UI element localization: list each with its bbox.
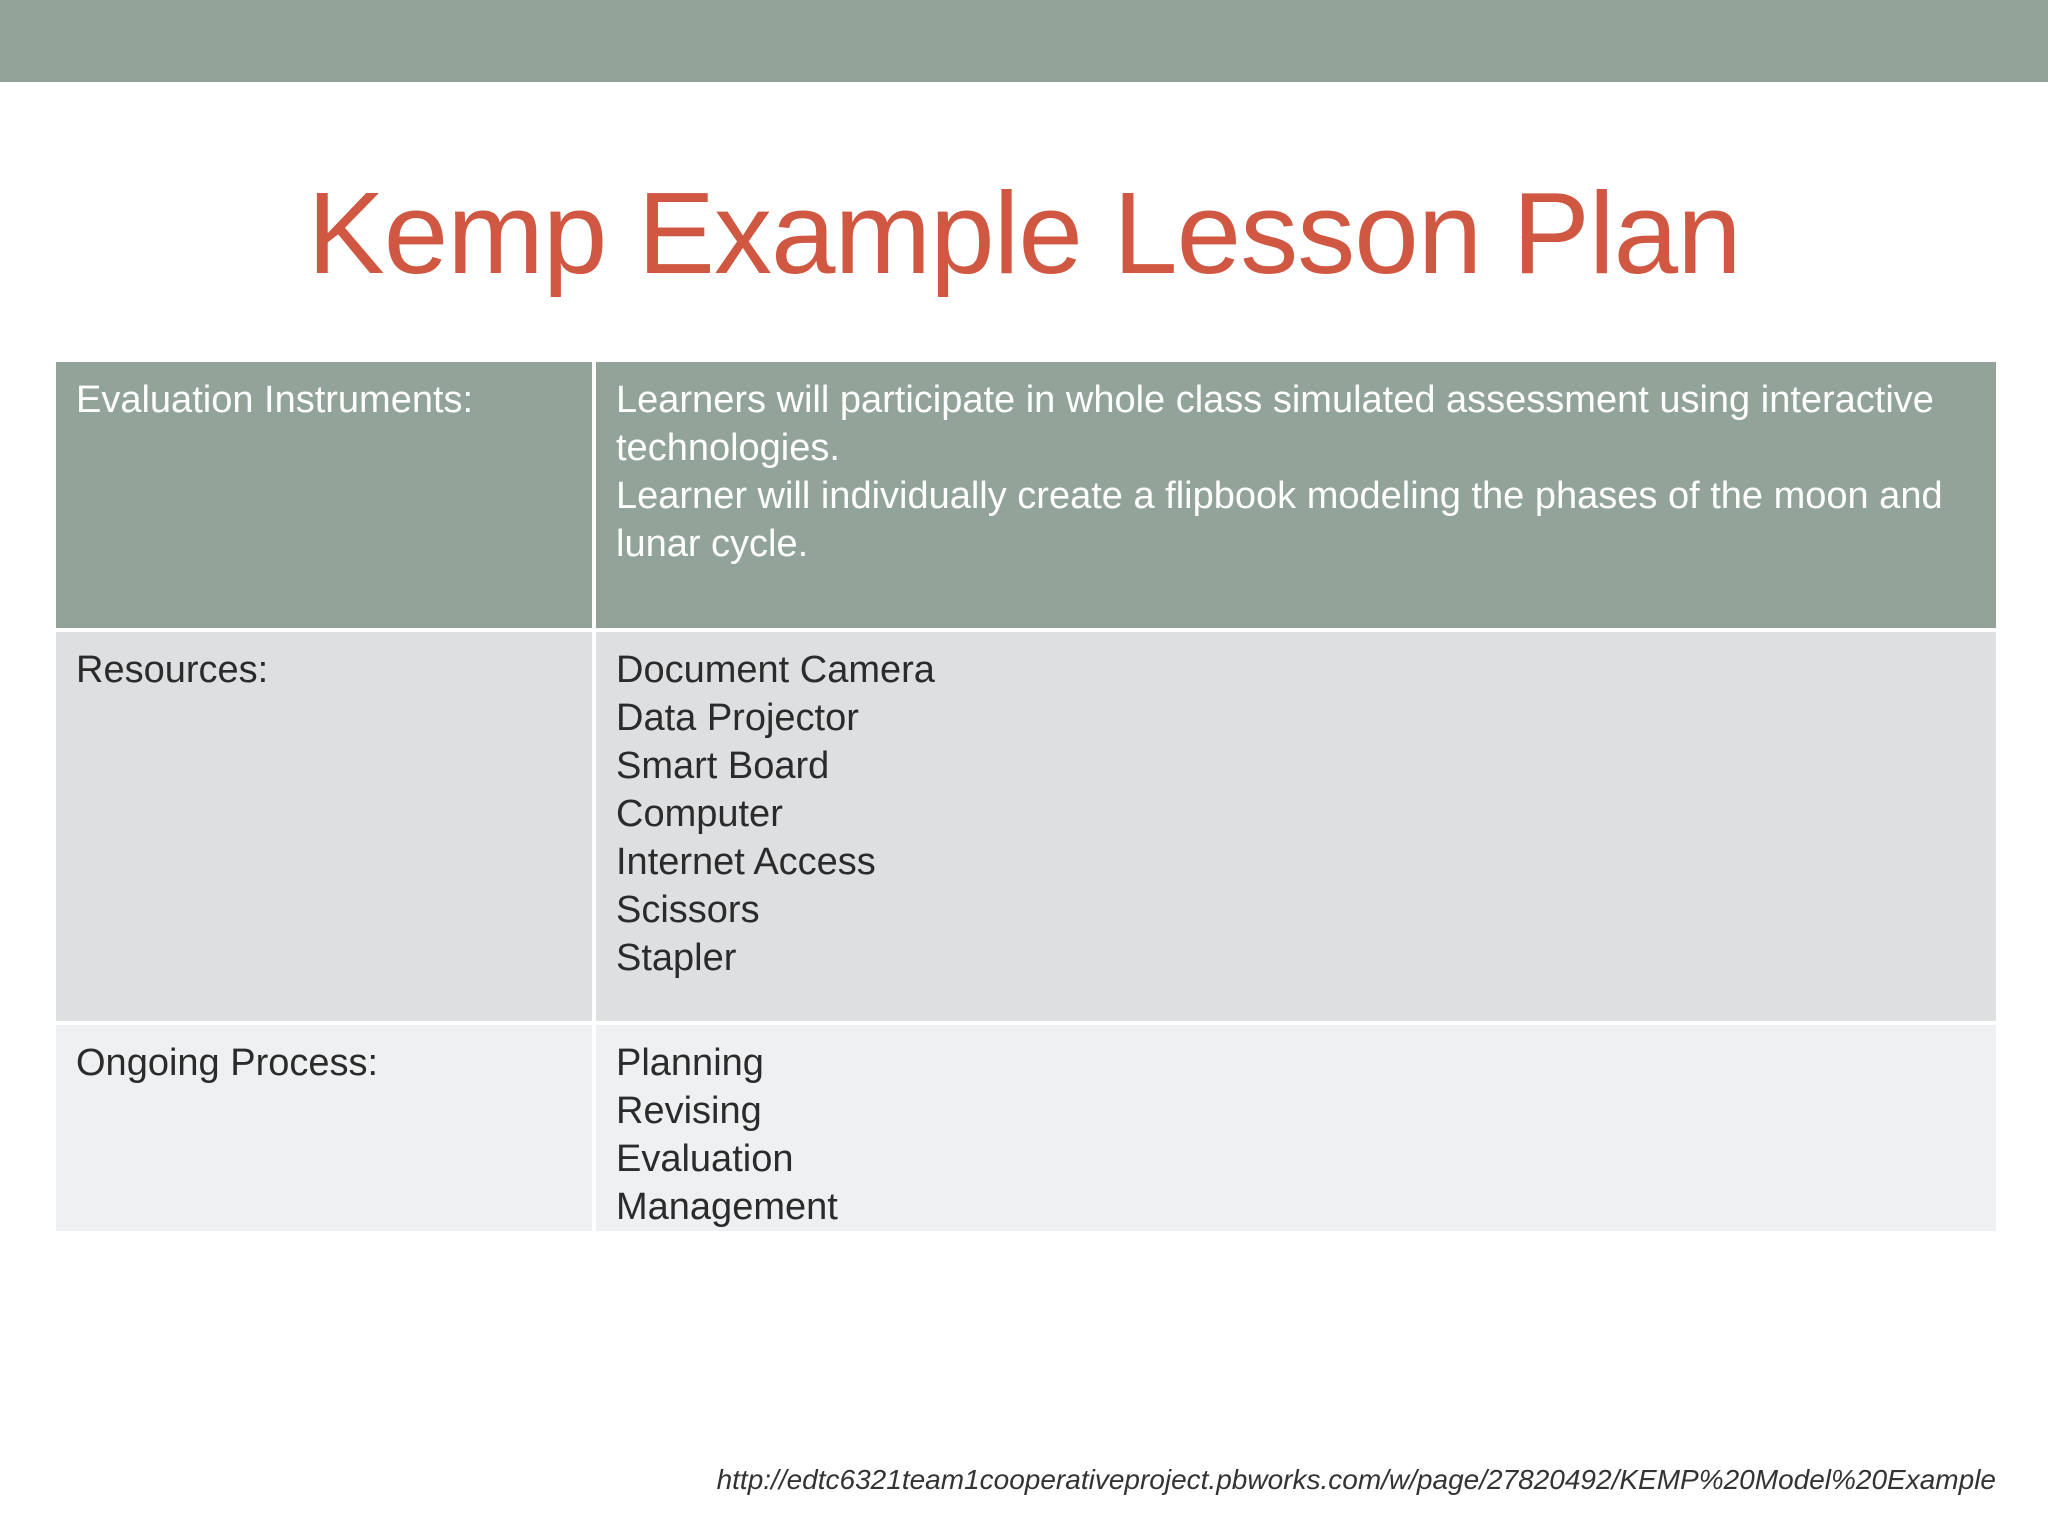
content-line: Learner will individually create a flipbook modeling the phases of the moon and lunar cycle. [616,475,1943,565]
list-item: Internet Access [616,841,876,883]
content-line: Learners will participate in whole class simulated assessment using interactive technologies. [616,379,1934,469]
row-content [594,1023,1998,1233]
table-row-resources [54,630,1998,1023]
source-url: http://edtc6321team1cooperativeproject.pbworks.com/w/page/27820492/KEMP%20Model%20Example [716,1464,1996,1495]
table-row-evaluation-instruments [54,360,1998,630]
list-item: Planning [616,1042,764,1084]
list-item: Computer [616,793,783,835]
list-item: Revising [616,1090,762,1132]
table-row-ongoing-process [54,1023,1998,1233]
row-label: Evaluation Instruments: [54,360,594,630]
list-item: Stapler [616,937,737,979]
list-item: Smart Board [616,745,830,787]
list-item: Document Camera [616,649,935,691]
slide-title: Kemp Example Lesson Plan [307,168,1741,298]
list-item: Evaluation [616,1138,794,1180]
row-label: Ongoing Process: [54,1023,594,1233]
row-content [594,360,1998,630]
row-label: Resources: [54,630,594,1023]
lesson-plan-table [52,358,2000,1235]
row-content [594,630,1998,1023]
list-item: Data Projector [616,697,859,739]
list-item: Management [616,1186,838,1228]
list-item: Scissors [616,889,760,931]
top-accent-bar [0,0,2048,82]
